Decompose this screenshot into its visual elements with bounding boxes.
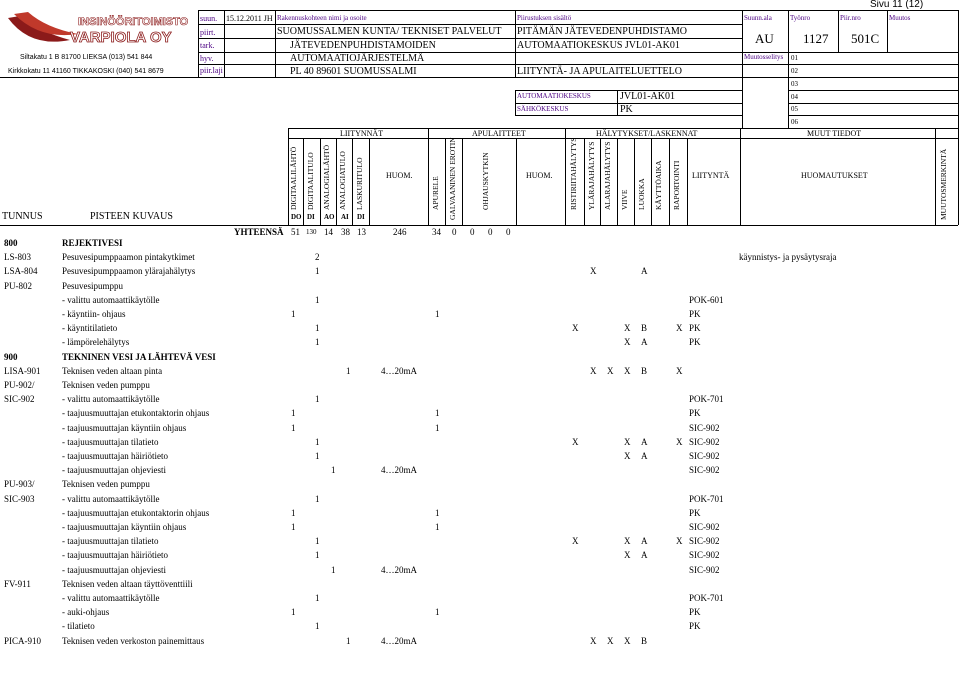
total-do: 51 [291, 227, 300, 237]
cell-yla: X [590, 365, 597, 376]
cell-di: 1 [315, 621, 320, 632]
cell-t: PU-903/ [4, 479, 35, 490]
cell-do: 1 [291, 507, 296, 518]
cell-t: FV-911 [4, 578, 31, 589]
cell-lii: POK-601 [689, 294, 724, 305]
cell-huom: 4…20mA [381, 635, 417, 646]
cell-d: - taajuusmuuttajan tilatieto [62, 536, 159, 547]
cell-t: LS-803 [4, 252, 31, 263]
total-c1: 34 [432, 227, 441, 237]
total-di: 130 [306, 228, 317, 236]
cell-d: - käyntitilatieto [62, 323, 118, 334]
cell-d: Pesuvesipumppu [62, 280, 124, 291]
page-number: Sivu 11 (12) [870, 0, 924, 10]
drawing-line1: PITÄMÄN JÄTEVEDENPUHDISTAMO [517, 26, 688, 37]
group-halytykset: HÄLYTYKSET/LASKENNAT [596, 129, 698, 138]
col-tunnus: TUNNUS [2, 211, 43, 222]
cell-di: 1 [315, 593, 320, 603]
col-ai: AI [341, 213, 349, 221]
cell-lii: SIC-902 [689, 422, 720, 433]
label-muutosselitys: Muutosselitys [744, 53, 784, 61]
cell-viive: X [624, 635, 631, 646]
cell-rap: X [676, 536, 683, 547]
cell-viive: X [624, 451, 631, 461]
label-muutos: Muutos [889, 14, 911, 22]
cell-apu: 1 [435, 607, 440, 618]
label-rakennuskohde: Rakennuskohteen nimi ja osoite [277, 14, 367, 22]
cell-luokka: A [641, 536, 648, 547]
cell-yla: X [590, 635, 597, 646]
cell-apu: 1 [435, 422, 440, 433]
site-line2: JÄTEVEDENPUHDISTAMOIDEN [290, 40, 436, 51]
cell-di: 1 [315, 436, 320, 447]
label-piirustus: Piirustuksen sisältö [517, 14, 572, 22]
total-huom: 246 [393, 227, 407, 237]
cell-lii: PK [689, 309, 701, 319]
site-line1: SUOMUSSALMEN KUNTA/ TEKNISET PALVELUT [277, 26, 502, 37]
cell-lii: PK [689, 408, 701, 419]
cell-lii: PK [689, 607, 701, 618]
cell-do: 1 [291, 607, 296, 618]
job-number: 1127 [803, 31, 829, 46]
cell-t: 900 [4, 351, 18, 362]
total-c4: 0 [488, 227, 493, 237]
cell-luokka: A [641, 266, 648, 277]
cell-d: - lämpörelehälytys [62, 337, 130, 348]
company-address-1: Siltakatu 1 B 81700 LIEKSA (013) 541 844 [20, 54, 153, 61]
total-c5: 0 [506, 227, 511, 237]
cell-di: 1 [315, 337, 320, 348]
group-apulaitteet: APULAITTEET [472, 129, 526, 138]
label-piirt: piirt. [200, 28, 216, 37]
cell-d: Teknisen veden altaan pinta [62, 365, 163, 376]
site-line3: AUTOMAATIOJÄRJESTELMÄ [290, 53, 425, 64]
cell-d: Teknisen veden pumppu [62, 380, 150, 390]
cell-luokka: B [641, 635, 648, 646]
cell-t: SIC-902 [4, 394, 35, 405]
label-piirnro: Piir.nro [840, 14, 861, 22]
col-di2: DI [357, 213, 365, 221]
col-muutosmerkinta: MUUTOSMERKINTÄ [939, 148, 948, 220]
cell-apu: 1 [435, 522, 440, 532]
rev-04: 04 [791, 93, 798, 101]
total-ai: 38 [341, 227, 350, 237]
col-di: DI [307, 213, 315, 221]
site-line4: PL 40 89601 SUOMUSSALMI [290, 66, 417, 77]
col-ristiriitahalytys: RISTIRIITAHÄLYTYS [569, 137, 578, 210]
cell-apu: 1 [435, 507, 440, 518]
cell-lii: SIC-902 [689, 451, 720, 461]
cell-d: REJEKTIVESI [62, 238, 123, 248]
col-kayttoaika: KÄYTTÖAIKA [654, 160, 663, 210]
cell-huom: 4…20mA [381, 465, 417, 476]
cell-di: 1 [315, 536, 320, 547]
cell-d: - tilatieto [62, 621, 95, 632]
cell-luokka: A [641, 436, 648, 447]
rev-03: 03 [791, 80, 798, 88]
col-galvaaninen-erotin: GALVAANINEN EROTIN [448, 137, 457, 220]
cell-d: - taajuusmuuttajan etukontaktorin ohjaus [62, 408, 210, 419]
cell-lii: PK [689, 323, 701, 334]
cell-viive: X [624, 550, 631, 561]
cell-luokka: B [641, 365, 648, 376]
col-ylarajahalytys: YLÄRAJAHÄLYTYS [587, 141, 596, 210]
cell-d: - taajuusmuuttajan ohjeviesti [62, 465, 166, 476]
cell-rap: X [676, 323, 683, 334]
label-suunnala: Suunn.ala [744, 14, 772, 22]
cell-d: - taajuusmuuttajan häiriötieto [62, 451, 168, 461]
cell-ao: 1 [331, 564, 336, 575]
label-automaatiokeskus: AUTOMAATIOKESKUS [517, 92, 591, 100]
cell-ris: X [572, 436, 579, 447]
col-ohjauskytkin: OHJAUSKYTKIN [481, 152, 490, 210]
cell-t: LSA-804 [4, 266, 38, 277]
cell-di: 1 [315, 394, 320, 405]
col-raportointi: RAPORTOINTI [672, 160, 681, 210]
cell-ris: X [572, 323, 579, 334]
cell-t: PU-802 [4, 280, 33, 291]
drawing-number: 501C [851, 31, 880, 46]
label-piirlaji: piir.laji [200, 66, 223, 75]
cell-lii: SIC-902 [689, 522, 720, 532]
label-sahkokeskus: SÄHKÖKESKUS [517, 105, 569, 113]
cell-huom: 4…20mA [381, 365, 417, 376]
cell-rap: X [676, 365, 683, 376]
cell-di: 1 [315, 451, 320, 461]
cell-d: - taajuusmuuttajan ohjeviesti [62, 564, 166, 575]
group-muut: MUUT TIEDOT [807, 129, 862, 138]
cell-do: 1 [291, 422, 296, 433]
cell-d: Teknisen veden altaan täyttöventtiili [62, 578, 193, 589]
cell-luokka: A [641, 337, 648, 348]
cell-t: PICA-910 [4, 635, 42, 646]
value-sahkokeskus: PK [620, 104, 633, 115]
design-date: 15.12.2011 JH [226, 14, 273, 23]
cell-lii: SIC-902 [689, 564, 720, 575]
cell-t: PU-902/ [4, 380, 35, 390]
label-suun: suun. [200, 14, 218, 23]
cell-lii: PK [689, 337, 701, 348]
cell-huom: 4…20mA [381, 564, 417, 575]
value-automaatiokeskus: JVL01-AK01 [620, 91, 675, 102]
col-digitaalitulo: DIGITAALITULO [306, 152, 315, 210]
cell-d: - käyntiin- ohjaus [62, 309, 126, 319]
cell-ao: 1 [331, 465, 336, 476]
cell-d: Teknisen veden pumppu [62, 479, 150, 490]
cell-di: 1 [315, 294, 320, 305]
col-liitynta: LIITYNTÄ [692, 171, 730, 180]
col-laskuritulo: LASKURITULO [355, 157, 364, 210]
cell-d: - valittu automaattikäytölle [62, 593, 160, 603]
col-do: DO [291, 213, 302, 221]
cell-d: TEKNINEN VESI JA LÄHTEVÄ VESI [62, 351, 216, 362]
cell-viive: X [624, 436, 631, 447]
cell-lii: SIC-902 [689, 436, 720, 447]
field-code: AU [755, 31, 774, 46]
cell-ai: 1 [346, 365, 351, 376]
cell-lii: POK-701 [689, 493, 724, 504]
cell-di: 1 [315, 550, 320, 561]
cell-ris: X [572, 536, 579, 547]
col-ao: AO [324, 213, 335, 221]
cell-ala: X [607, 365, 614, 376]
col-luokka: LUOKKA [637, 178, 646, 210]
col-huom2: HUOM. [526, 171, 553, 180]
cell-rap: X [676, 436, 683, 447]
cell-d: - valittu automaattikäytölle [62, 294, 160, 305]
cell-luokka: A [641, 550, 648, 561]
cell-luokka: A [641, 451, 648, 461]
cell-ai: 1 [346, 635, 351, 646]
cell-yla: X [590, 266, 597, 277]
logo-line1: INSINÖÖRITOIMISTO [78, 16, 189, 28]
col-apurele: APURELE [431, 176, 440, 210]
cell-d: - taajuusmuuttajan käyntiin ohjaus [62, 422, 187, 433]
label-tyonro: Työnro [790, 14, 811, 22]
cell-d: - taajuusmuuttajan etukontaktorin ohjaus [62, 507, 210, 518]
cell-lii: SIC-902 [689, 465, 720, 476]
cell-d: - valittu automaattikäytölle [62, 394, 160, 405]
drawing-line2: AUTOMAATIOKESKUS JVL01-AK01 [517, 40, 680, 51]
drawing-line4: LIITYNTÄ- JA APULAITELUETTELO [517, 66, 682, 77]
cell-d: Pesuvesipumppaamon ylärajahälytys [62, 266, 196, 277]
cell-t: LISA-901 [4, 365, 41, 376]
rev-02: 02 [791, 67, 798, 75]
totals-label: YHTEENSÄ [234, 227, 284, 237]
cell-d: - taajuusmuuttajan häiriötieto [62, 550, 168, 561]
rev-06: 06 [791, 118, 798, 126]
cell-luokka: B [641, 323, 648, 334]
cell-t: SIC-903 [4, 493, 35, 504]
cell-d: - taajuusmuuttajan käyntiin ohjaus [62, 522, 187, 532]
cell-t: 800 [4, 238, 18, 248]
group-liitynnat: LIITYNNÄT [340, 129, 384, 138]
col-viive: VIIVE [620, 189, 629, 210]
rev-05: 05 [791, 105, 798, 113]
label-tark: tark. [200, 41, 215, 50]
col-kuvaus: PISTEEN KUVAUS [90, 211, 173, 222]
company-address-2: Kirkkokatu 11 41160 TIKKAKOSKI (040) 541 8679 [8, 68, 164, 75]
cell-di: 2 [315, 252, 320, 263]
cell-d: - valittu automaattikäytölle [62, 493, 160, 504]
logo-line2: VARPIOLA OY [70, 29, 172, 46]
cell-apu: 1 [435, 408, 440, 419]
cell-do: 1 [291, 408, 296, 419]
col-huom: HUOM. [386, 171, 413, 180]
cell-di: 1 [315, 323, 320, 334]
total-di2: 13 [357, 227, 366, 237]
cell-viive: X [624, 536, 631, 547]
cell-lii: POK-701 [689, 593, 724, 603]
cell-lii: PK [689, 507, 701, 518]
cell-do: 1 [291, 522, 296, 532]
cell-di: 1 [315, 266, 320, 277]
total-c3: 0 [470, 227, 475, 237]
col-digitaalilahto: DIGITAALILÄHTÖ [289, 146, 298, 210]
col-alarajahalytys: ALARAJAHÄLYTYS [603, 141, 612, 210]
label-hyv: hyv. [200, 54, 214, 63]
col-huomautukset: HUOMAUTUKSET [801, 171, 868, 180]
cell-di: 1 [315, 493, 320, 504]
col-analogialahto: ANALOGIALÄHTÖ [322, 145, 331, 210]
cell-d: Teknisen veden verkoston painemittaus [62, 635, 205, 646]
cell-viive: X [624, 337, 631, 348]
cell-note: käynnistys- ja pysäytysraja [739, 252, 837, 263]
cell-d: - auki-ohjaus [62, 607, 110, 618]
col-analogiatulo: ANALOGIATULO [338, 151, 347, 210]
cell-lii: PK [689, 621, 701, 632]
cell-lii: POK-701 [689, 394, 724, 405]
cell-d: - taajuusmuuttajan tilatieto [62, 436, 159, 447]
cell-ala: X [607, 635, 614, 646]
cell-apu: 1 [435, 309, 440, 319]
cell-d: Pesuvesipumppaamon pintakytkimet [62, 252, 195, 263]
total-ao: 14 [324, 227, 333, 237]
cell-viive: X [624, 323, 631, 334]
rev-01: 01 [791, 54, 798, 62]
cell-lii: SIC-902 [689, 536, 720, 547]
cell-viive: X [624, 365, 631, 376]
total-c2: 0 [452, 227, 457, 237]
cell-lii: SIC-902 [689, 550, 720, 561]
cell-do: 1 [291, 309, 296, 319]
